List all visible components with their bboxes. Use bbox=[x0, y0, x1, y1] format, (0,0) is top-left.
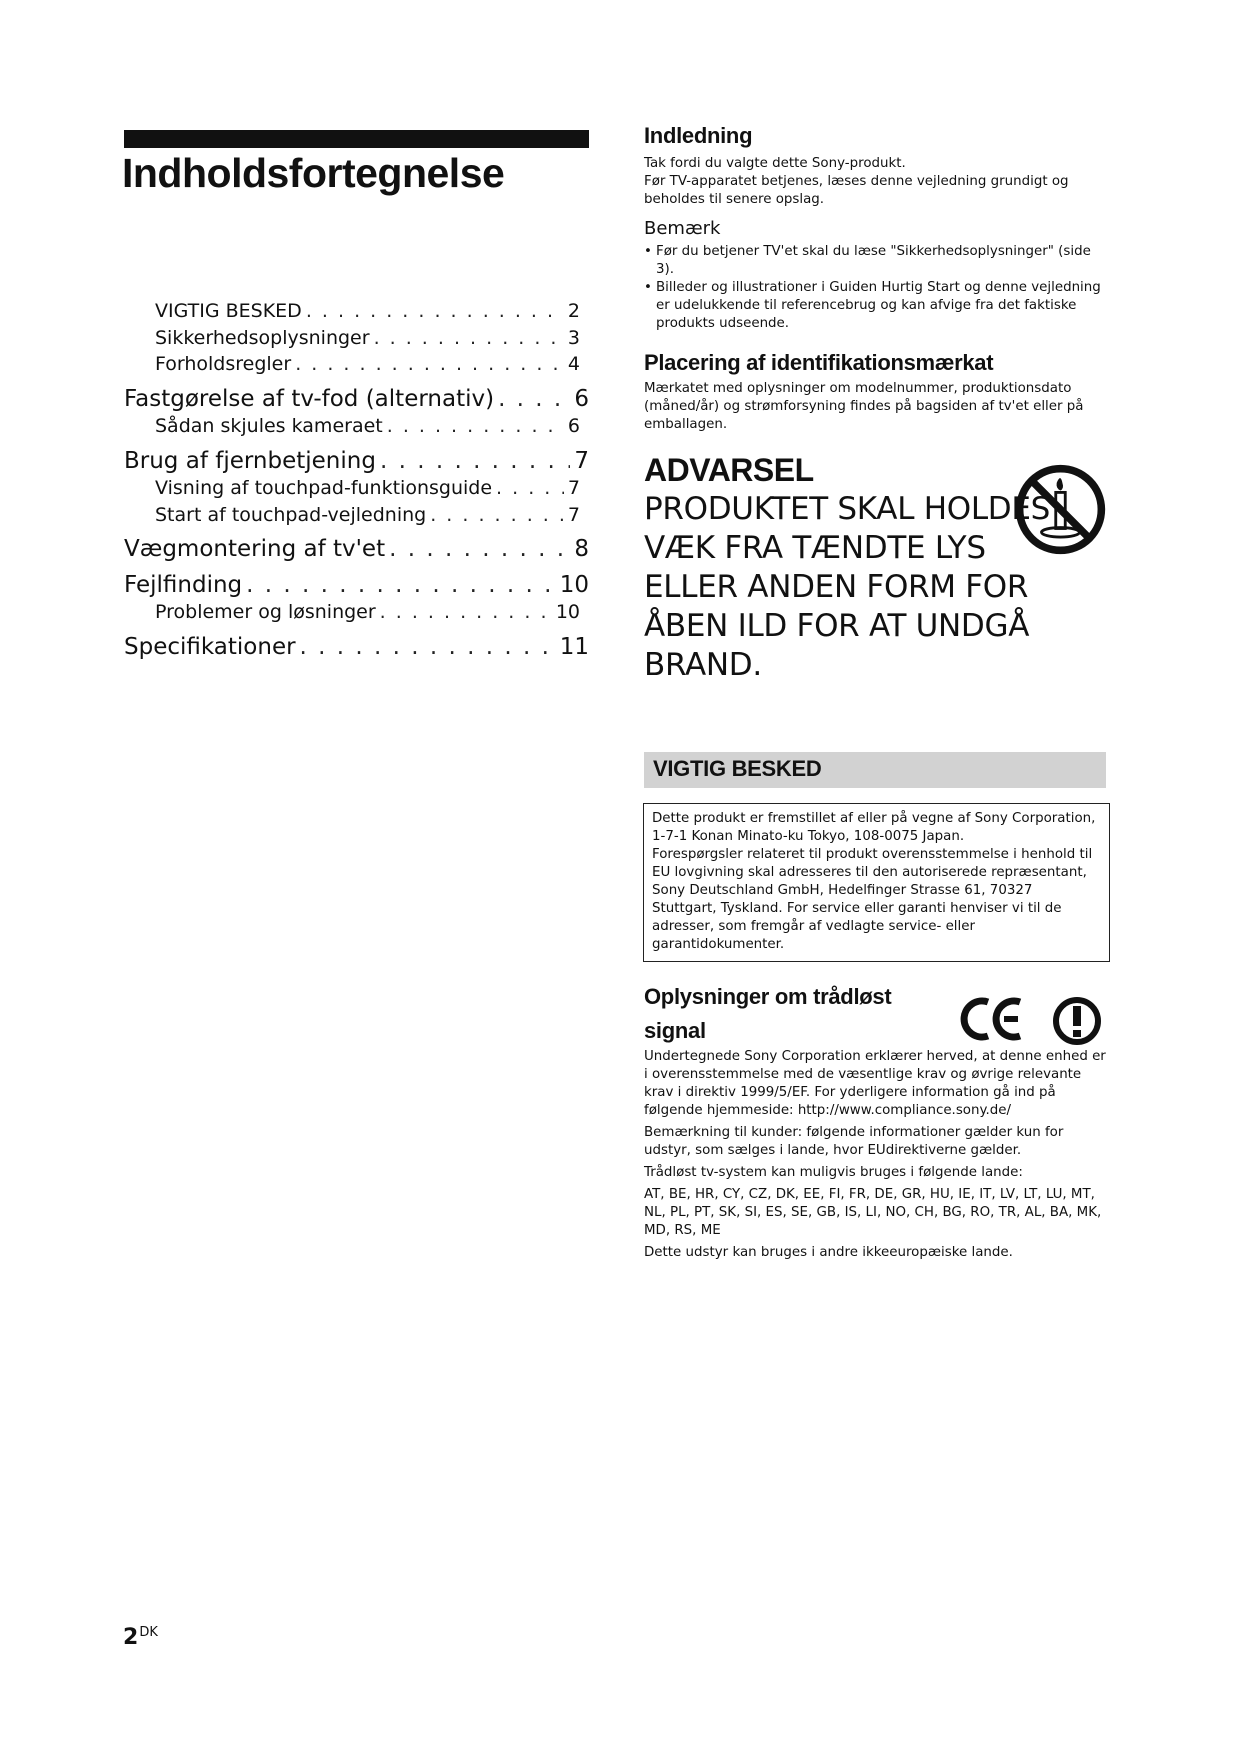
toc-entry-page: 8 bbox=[574, 536, 589, 562]
toc-entry-page: 6 bbox=[574, 386, 589, 412]
toc-entry-label: Start af touchpad-vejledning bbox=[155, 504, 427, 526]
toc-title: Indholdsfortegnelse bbox=[122, 150, 505, 196]
label-placement-title: Placering af identifikationsmærkat bbox=[644, 350, 994, 375]
toc-entry-page: 11 bbox=[559, 634, 589, 660]
toc-entry-label: Visning af touchpad-funktionsguide bbox=[155, 477, 493, 499]
intro-line: Før TV-apparatet betjenes, læses denne vejledning grundigt og beholdes til senere opslag. bbox=[644, 174, 1069, 207]
toc-entry-page: 4 bbox=[567, 353, 580, 375]
wireless-paragraph: Trådløst tv-system kan muligvis bruges i følgende lande: bbox=[644, 1165, 1023, 1180]
intro-text bbox=[644, 155, 1104, 209]
wireless-paragraph: Dette udstyr kan bruges i andre ikkeeuropæiske lande. bbox=[644, 1245, 1013, 1260]
toc-entry[interactable] bbox=[124, 386, 589, 412]
note-bullet: • Billeder og illustrationer i Guiden Hurtig Start og denne vejledning er udelukkende til referencebrug og kan afvige fra det faktiske produkts udseende. bbox=[644, 279, 1104, 333]
intro-line: Tak fordi du valgte dette Sony-produkt. bbox=[644, 156, 906, 171]
important-paragraph: Forespørgsler relateret til produkt overensstemmelse i henhold til EU lovgivning skal adresseres til den autoriserede repræsentant, Sony Deutschland GmbH, Hedelfinger Strasse 61, 70327 Stuttgart, Tyskland. For service eller garanti henviser vi til de adresser, som fremgår af vedlagte service- eller garantidokumenter. bbox=[652, 847, 1093, 952]
toc-leader-dots bbox=[430, 504, 564, 526]
toc-entry[interactable] bbox=[155, 504, 580, 526]
toc-entry-label: Specifikationer bbox=[124, 634, 296, 660]
toc-entry[interactable] bbox=[155, 353, 580, 375]
note-bullet: • Før du betjener TV'et skal du læse "Sikkerhedsoplysninger" (side 3). bbox=[644, 243, 1104, 279]
intro-title: Indledning bbox=[644, 123, 753, 148]
wireless-paragraph: Undertegnede Sony Corporation erklærer herved, at denne enhed er i overensstemmelse med de væsentlige krav og øvrige relevante krav i direktiv 1999/5/EF. For yderligere information gå ind på følgende hjemmeside: http://www.compliance.sony.de/ bbox=[644, 1049, 1106, 1118]
wireless-title: Oplysninger om trådløst signal bbox=[644, 984, 892, 1043]
no-candle-icon bbox=[1013, 462, 1108, 557]
label-placement-text: Mærkatet med oplysninger om modelnummer, produktionsdato (måned/år) og strømforsyning findes på bagsiden af tv'et eller på emballagen. bbox=[644, 381, 1084, 432]
toc-leader-dots bbox=[295, 353, 564, 375]
note-list bbox=[644, 243, 1104, 333]
toc-leader-dots bbox=[380, 448, 570, 474]
toc-leader-dots bbox=[246, 572, 556, 598]
country-list: AT, BE, HR, CY, CZ, DK, EE, FI, FR, DE, GR, HU, IE, IT, LV, LT, LU, MT, NL, PL, PT, SK, SI, ES, SE, GB, IS, LI, NO, CH, BG, RO, TR, AL, BA, MK, MD, RS, ME bbox=[644, 1187, 1102, 1238]
toc-entry[interactable] bbox=[124, 448, 589, 474]
toc-entry-label: VIGTIG BESKED bbox=[155, 300, 302, 322]
toc-entry-label: Vægmontering af tv'et bbox=[124, 536, 386, 562]
language-code: DK bbox=[139, 1625, 158, 1640]
toc-leader-dots bbox=[300, 634, 556, 660]
toc-entry-page: 10 bbox=[555, 601, 580, 623]
toc-entry[interactable] bbox=[155, 601, 580, 623]
wireless-paragraph: Bemærkning til kunder: følgende informationer gælder kun for udstyr, som sælges i lande, hvor EUdirektiverne gælder. bbox=[644, 1125, 1064, 1158]
toc-entry-page: 10 bbox=[559, 572, 589, 598]
toc-entry-label: Fejlfinding bbox=[124, 572, 243, 598]
toc-entry-page: 6 bbox=[567, 415, 580, 437]
toc-entry-label: Forholdsregler bbox=[155, 353, 292, 375]
toc-entry-page: 7 bbox=[567, 477, 580, 499]
toc-entry-label: Sådan skjules kameraet bbox=[155, 415, 383, 437]
toc-entry[interactable] bbox=[155, 327, 580, 349]
toc-entry-page: 2 bbox=[567, 300, 580, 322]
page-number-value: 2 bbox=[123, 1625, 139, 1650]
wireless-body bbox=[644, 1048, 1106, 1266]
toc-entry[interactable] bbox=[155, 477, 580, 499]
toc-leader-dots bbox=[374, 327, 564, 349]
toc-leader-dots bbox=[389, 536, 570, 562]
toc-entry-page: 7 bbox=[567, 504, 580, 526]
toc-entry[interactable] bbox=[155, 300, 580, 322]
toc-leader-dots bbox=[306, 300, 564, 322]
ce-mark-icon bbox=[958, 994, 1028, 1044]
toc-entry-label: Fastgørelse af tv-fod (alternativ) bbox=[124, 386, 495, 412]
toc-heading-bar bbox=[124, 130, 589, 148]
toc-entry[interactable] bbox=[155, 415, 580, 437]
toc-entry[interactable] bbox=[124, 634, 589, 660]
toc-entry[interactable] bbox=[124, 536, 589, 562]
note-title: Bemærk bbox=[644, 218, 721, 239]
toc-entry-page: 7 bbox=[574, 448, 589, 474]
toc-entry-page: 3 bbox=[567, 327, 580, 349]
toc-leader-dots bbox=[498, 386, 570, 412]
page-number bbox=[123, 1625, 158, 1650]
alert-icon bbox=[1052, 996, 1102, 1046]
toc-entry-label: Sikkerhedsoplysninger bbox=[155, 327, 370, 349]
warning-title: ADVARSEL bbox=[644, 452, 814, 488]
toc-entry[interactable] bbox=[124, 572, 589, 598]
toc-leader-dots bbox=[496, 477, 564, 499]
important-notice-header bbox=[644, 752, 1106, 788]
warning-text: PRODUKTET SKAL HOLDES VÆK FRA TÆNDTE LYS ELLER ANDEN FORM FOR ÅBEN ILD FOR AT UNDGÅ BRAND. bbox=[644, 491, 1051, 683]
important-notice-title: VIGTIG BESKED bbox=[653, 756, 822, 781]
toc-entry-label: Problemer og løsninger bbox=[155, 601, 376, 623]
toc-entry-label: Brug af fjernbetjening bbox=[124, 448, 376, 474]
toc-leader-dots bbox=[387, 415, 564, 437]
toc-leader-dots bbox=[380, 601, 552, 623]
important-paragraph: Dette produkt er fremstillet af eller på vegne af Sony Corporation, 1-7-1 Konan Minato-ku Tokyo, 108-0075 Japan. bbox=[652, 811, 1096, 844]
important-notice-box bbox=[643, 803, 1110, 962]
